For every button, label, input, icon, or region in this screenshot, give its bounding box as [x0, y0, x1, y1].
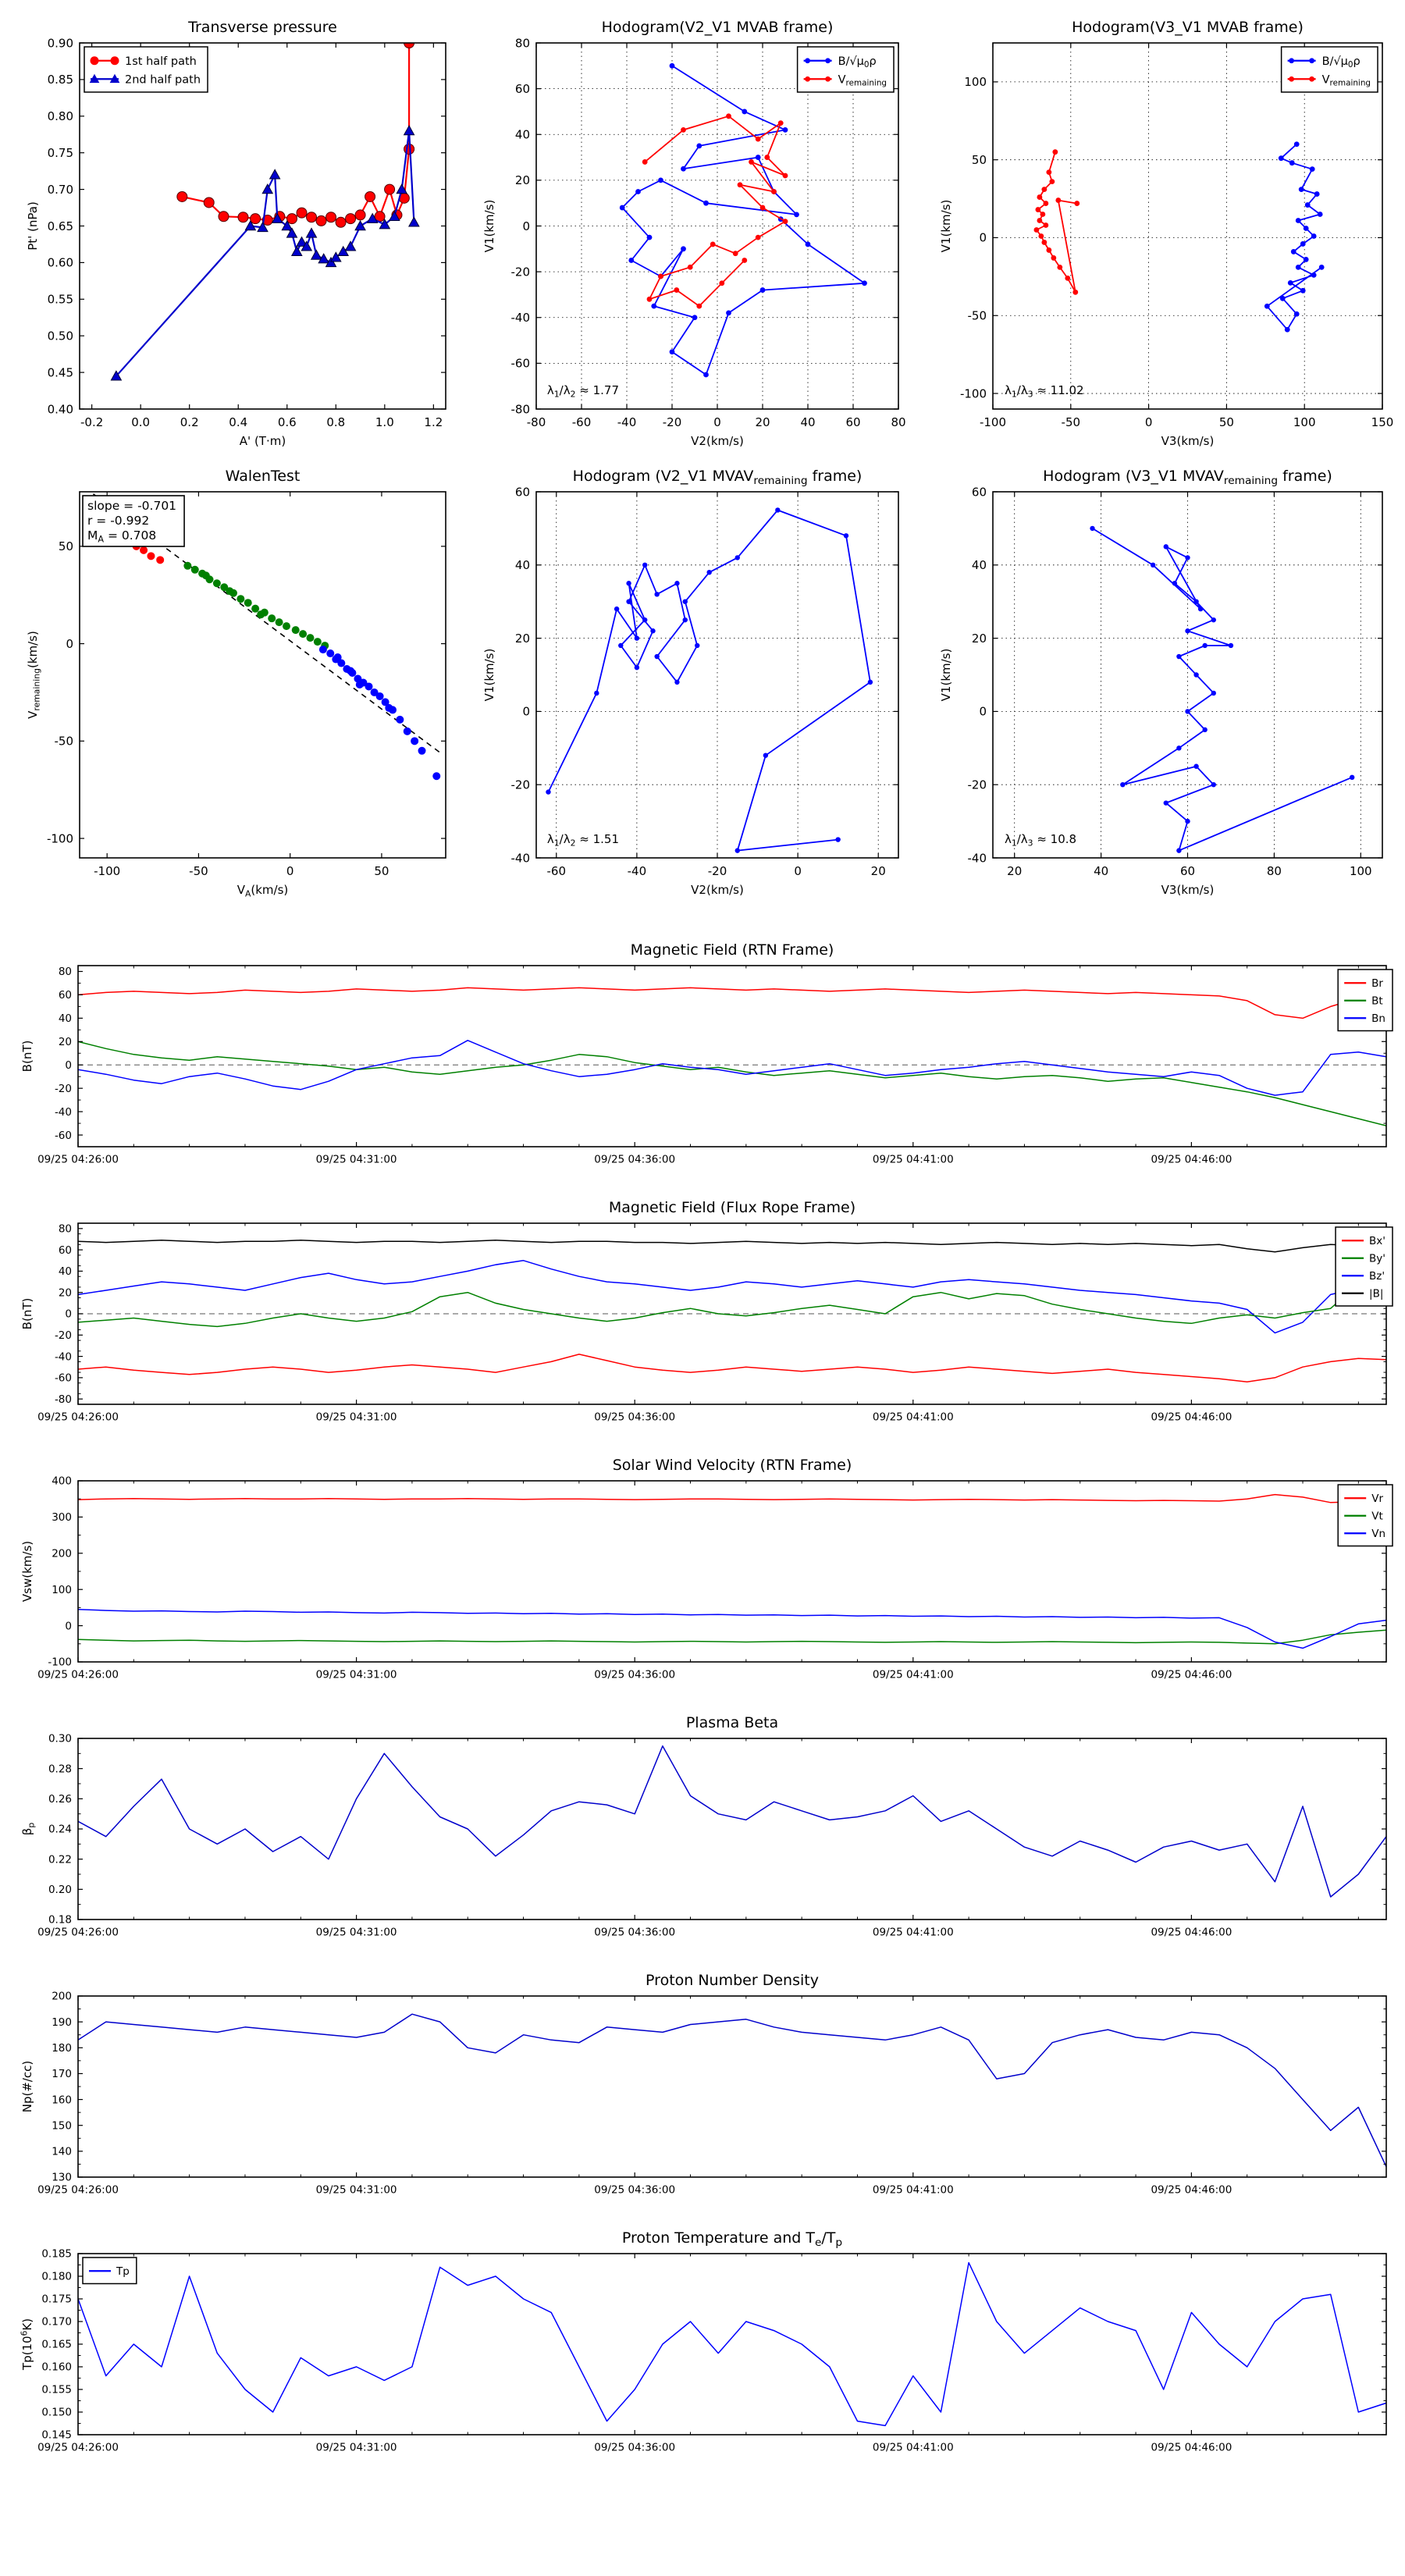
- svg-text:-60: -60: [54, 1129, 72, 1142]
- svg-text:-20: -20: [707, 864, 727, 878]
- svg-text:A' (T·m): A' (T·m): [239, 434, 286, 448]
- svg-text:Hodogram (V3_V1 MVAVremaining: Hodogram (V3_V1 $MVAV_{remaining}$ frame): [1043, 468, 1332, 488]
- magnetic-field-rtn-plot: [16, 933, 1397, 1190]
- chart-hodogram-v3v1-mvab: [937, 12, 1393, 453]
- svg-text:V1(km/s): V1(km/s): [482, 648, 496, 702]
- svg-text:-80: -80: [510, 402, 530, 417]
- svg-text:40: 40: [514, 127, 530, 142]
- svg-text:WalenTest: WalenTest: [225, 468, 301, 485]
- svg-text:-60: -60: [546, 864, 567, 878]
- svg-text:0.45: 0.45: [47, 365, 73, 380]
- svg-text:-100: -100: [48, 1656, 72, 1669]
- svg-text:0.24: 0.24: [48, 1823, 72, 1836]
- svg-text:-60: -60: [571, 415, 592, 429]
- svg-text:20: 20: [514, 173, 530, 188]
- svg-text:0.50: 0.50: [47, 329, 73, 343]
- svg-text:09/25 04:36:00: 09/25 04:36:00: [594, 1153, 676, 1166]
- svg-text:150: 150: [52, 2119, 72, 2133]
- svg-text:0: 0: [713, 415, 721, 429]
- svg-text:150: 150: [1371, 415, 1393, 429]
- svg-text:Bt: Bt: [1371, 994, 1383, 1008]
- chart-transverse-pressure: [23, 12, 457, 453]
- svg-text:Pt' (nPa): Pt' (nPa): [26, 201, 40, 251]
- svg-text:20: 20: [1007, 864, 1023, 878]
- svg-text:60: 60: [1179, 864, 1196, 878]
- svg-text:40: 40: [800, 415, 816, 429]
- svg-text:Vt: Vt: [1371, 1510, 1383, 1523]
- svg-text:0.6: 0.6: [277, 415, 297, 429]
- svg-text:Tp(106K): $Tp(10^6K)$: [19, 2318, 34, 2371]
- svg-text:0.175: 0.175: [41, 2293, 72, 2306]
- svg-text:-40: -40: [54, 1105, 72, 1119]
- svg-text:09/25 04:26:00: 09/25 04:26:00: [37, 1926, 119, 1939]
- svg-text:0: 0: [522, 704, 530, 719]
- svg-text:-20: -20: [967, 777, 987, 792]
- svg-text:100: 100: [52, 1583, 72, 1596]
- svg-text:V3(km/s): V3(km/s): [1161, 883, 1215, 897]
- svg-text:09/25 04:31:00: 09/25 04:31:00: [315, 1926, 397, 1939]
- eigenvalue-ratio-annotation: $\lambda_1/\lambda_2 \approx 1.51$: [546, 832, 620, 849]
- svg-text:0: 0: [522, 219, 530, 233]
- svg-text:-20: -20: [662, 415, 682, 429]
- svg-text:Vsw(km/s): Vsw(km/s): [20, 1540, 34, 1603]
- svg-text:0.4: 0.4: [229, 415, 248, 429]
- eigenvalue-ratio-annotation: $\lambda_1/\lambda_3 \approx 10.8$: [1004, 832, 1077, 849]
- svg-text:0: 0: [65, 1059, 72, 1072]
- svg-text:40: 40: [1094, 864, 1109, 878]
- svg-text:-60: -60: [54, 1372, 72, 1385]
- svg-text:1st half path: 1st half path: [125, 55, 197, 68]
- svg-text:0.165: 0.165: [41, 2338, 72, 2351]
- svg-text:0.26: 0.26: [48, 1793, 72, 1806]
- hodogram-v3v1-mvab-plot: [937, 12, 1393, 453]
- hodogram-v3v1-mvav-plot: [937, 461, 1393, 902]
- svg-text:180: 180: [52, 2042, 72, 2055]
- svg-text:0.8: 0.8: [326, 415, 346, 429]
- svg-text:Br: Br: [1371, 977, 1383, 990]
- svg-text:50: 50: [971, 152, 987, 167]
- svg-text:0.70: 0.70: [47, 182, 73, 197]
- chart-hodogram-v3v1-mvav: [937, 461, 1393, 902]
- proton-number-density-plot: [16, 1963, 1397, 2221]
- svg-text:60: 60: [845, 415, 861, 429]
- svg-text:Bx': Bx': [1369, 1234, 1385, 1247]
- svg-text:09/25 04:41:00: 09/25 04:41:00: [872, 2441, 954, 2454]
- solar-wind-velocity-rtn-legend: [1338, 1485, 1393, 1546]
- svg-text:Transverse pressure: Transverse pressure: [188, 19, 337, 36]
- svg-text:-80: -80: [526, 415, 546, 429]
- svg-text:40: 40: [514, 558, 530, 573]
- svg-text:09/25 04:26:00: 09/25 04:26:00: [37, 1153, 119, 1166]
- svg-text:40: 40: [971, 558, 987, 573]
- chart-magnetic-field-flux-rope: [16, 1190, 1397, 1448]
- svg-text:09/25 04:41:00: 09/25 04:41:00: [872, 1926, 954, 1939]
- svg-text:Np(#/cc): Np(#/cc): [20, 2060, 34, 2113]
- svg-text:0.30: 0.30: [48, 1732, 72, 1745]
- svg-text:130: 130: [52, 2171, 72, 2184]
- proton-temperature-plot: [16, 2221, 1397, 2478]
- svg-text:20: 20: [755, 415, 770, 429]
- svg-text:80: 80: [58, 1222, 72, 1236]
- svg-text:-50: -50: [967, 308, 987, 323]
- hodogram-v2v1-mvab-legend: [798, 47, 894, 92]
- svg-text:0.145: 0.145: [41, 2428, 72, 2442]
- svg-text:0.90: 0.90: [47, 36, 73, 51]
- svg-text:V1(km/s): V1(km/s): [939, 648, 953, 702]
- transverse-pressure-plot: [23, 12, 457, 453]
- svg-text:0: 0: [979, 230, 987, 245]
- svg-text:60: 60: [58, 989, 72, 1002]
- svg-text:09/25 04:41:00: 09/25 04:41:00: [872, 1668, 954, 1681]
- svg-text:Solar Wind Velocity (RTN Frame: Solar Wind Velocity (RTN Frame): [612, 1457, 852, 1474]
- hodogram-v2v1-mvab-plot: [480, 12, 909, 453]
- svg-text:60: 60: [514, 81, 530, 96]
- svg-text:Tp: Tp: [116, 2265, 130, 2278]
- svg-text:Vn: Vn: [1371, 1527, 1385, 1540]
- svg-text:V1(km/s): V1(km/s): [939, 199, 953, 253]
- svg-text:09/25 04:46:00: 09/25 04:46:00: [1151, 1411, 1232, 1424]
- svg-text:1.0: 1.0: [375, 415, 394, 429]
- svg-text:Vr: Vr: [1371, 1492, 1383, 1505]
- svg-text:09/25 04:31:00: 09/25 04:31:00: [315, 1411, 397, 1424]
- svg-text:20: 20: [58, 1036, 72, 1049]
- hodogram-v2v1-mvav-plot: [480, 461, 909, 902]
- svg-text:-100: -100: [979, 415, 1007, 429]
- svg-text:Vremaining(km/s): $V_{remaining}(km/s)$: [26, 631, 42, 719]
- svg-text:0.55: 0.55: [47, 292, 73, 307]
- svg-text:0.155: 0.155: [41, 2383, 72, 2396]
- svg-text:V3(km/s): V3(km/s): [1161, 434, 1215, 448]
- svg-text:-40: -40: [54, 1350, 72, 1364]
- svg-text:50: 50: [58, 539, 73, 554]
- svg-text:-100: -100: [959, 386, 987, 401]
- svg-text:400: 400: [52, 1475, 72, 1488]
- walen-test-plot: [23, 461, 457, 902]
- svg-text:09/25 04:46:00: 09/25 04:46:00: [1151, 1668, 1232, 1681]
- svg-text:0.18: 0.18: [48, 1913, 72, 1927]
- svg-text:09/25 04:31:00: 09/25 04:31:00: [315, 2183, 397, 2197]
- svg-text:09/25 04:26:00: 09/25 04:26:00: [37, 2441, 119, 2454]
- svg-text:0.2: 0.2: [180, 415, 199, 429]
- svg-text:09/25 04:36:00: 09/25 04:36:00: [594, 2441, 676, 2454]
- chart-proton-number-density: [16, 1963, 1397, 2221]
- svg-text:0: 0: [66, 636, 73, 651]
- svg-text:0: 0: [65, 1620, 72, 1633]
- svg-text:20: 20: [870, 864, 886, 878]
- svg-text:300: 300: [52, 1511, 72, 1525]
- eigenvalue-ratio-annotation: $\lambda_1/\lambda_3 \approx 11.02$: [1004, 383, 1084, 400]
- svg-text:1.2: 1.2: [424, 415, 443, 429]
- proton-temperature-legend: [83, 2258, 137, 2284]
- chart-hodogram-v2v1-mvab: [480, 12, 909, 453]
- svg-text:09/25 04:36:00: 09/25 04:36:00: [594, 1668, 676, 1681]
- svg-text:09/25 04:41:00: 09/25 04:41:00: [872, 2183, 954, 2197]
- svg-text:80: 80: [58, 966, 72, 979]
- svg-text:60: 60: [514, 485, 530, 500]
- svg-text:60: 60: [971, 485, 987, 500]
- svg-text:Hodogram(V3_V1 MVAB frame): Hodogram(V3_V1 MVAB frame): [1072, 19, 1304, 36]
- svg-text:20: 20: [971, 631, 987, 646]
- svg-text:09/25 04:41:00: 09/25 04:41:00: [872, 1153, 954, 1166]
- svg-text:Bz': Bz': [1369, 1269, 1385, 1283]
- svg-text:0: 0: [794, 864, 802, 878]
- svg-text:-40: -40: [627, 864, 647, 878]
- chart-proton-temperature: [16, 2221, 1397, 2478]
- svg-text:V1(km/s): V1(km/s): [482, 199, 496, 253]
- svg-text:-20: -20: [510, 265, 530, 279]
- svg-text:0.75: 0.75: [47, 145, 73, 160]
- svg-text:-50: -50: [189, 864, 208, 878]
- svg-text:Magnetic Field (Flux Rope Fram: Magnetic Field (Flux Rope Frame): [608, 1199, 856, 1216]
- svg-text:0.40: 0.40: [47, 402, 73, 417]
- svg-text:0.160: 0.160: [41, 2361, 72, 2374]
- svg-text:09/25 04:31:00: 09/25 04:31:00: [315, 1153, 397, 1166]
- svg-text:0.180: 0.180: [41, 2270, 72, 2283]
- svg-text:VA(km/s): $V_A(km/s)$: [237, 883, 289, 899]
- chart-plasma-beta: [16, 1706, 1397, 1963]
- svg-text:0: 0: [65, 1308, 72, 1321]
- svg-text:-60: -60: [510, 356, 530, 371]
- svg-text:B(nT): B(nT): [20, 1297, 34, 1330]
- magnetic-field-flux-rope-legend: [1336, 1227, 1393, 1306]
- svg-text:50: 50: [1218, 415, 1234, 429]
- magnetic-field-rtn-legend: [1338, 970, 1393, 1031]
- svg-text:0.185: 0.185: [41, 2247, 72, 2261]
- svg-text:βp: $\beta_p$: [20, 1822, 37, 1836]
- svg-text:Bn: Bn: [1371, 1012, 1385, 1025]
- svg-text:Proton Temperature and Te/Tp: Proton Temperature and $T_e/T_p$: [621, 2229, 843, 2250]
- svg-text:0.22: 0.22: [48, 1853, 72, 1866]
- svg-text:20: 20: [514, 631, 530, 646]
- svg-text:80: 80: [891, 415, 906, 429]
- svg-text:slope = -0.701: slope = -0.701: [87, 499, 177, 513]
- svg-text:B(nT): B(nT): [20, 1040, 34, 1073]
- svg-text:MA = 0.708: $M_A = 0.708$: [87, 528, 157, 545]
- svg-text:09/25 04:26:00: 09/25 04:26:00: [37, 1411, 119, 1424]
- hodogram-v3v1-mvab-legend: [1282, 47, 1378, 92]
- svg-text:09/25 04:31:00: 09/25 04:31:00: [315, 1668, 397, 1681]
- svg-text:-20: -20: [54, 1329, 72, 1343]
- svg-text:0.20: 0.20: [48, 1884, 72, 1897]
- svg-text:-20: -20: [510, 777, 530, 792]
- svg-text:-100: -100: [94, 864, 121, 878]
- svg-text:0.60: 0.60: [47, 255, 73, 270]
- svg-text:V2(km/s): V2(km/s): [691, 883, 744, 897]
- svg-text:By': By': [1369, 1252, 1385, 1265]
- svg-text:09/25 04:36:00: 09/25 04:36:00: [594, 1411, 676, 1424]
- svg-text:B/√μ0ρ: $B/√\mu_0\rho$: [838, 55, 877, 70]
- svg-text:09/25 04:46:00: 09/25 04:46:00: [1151, 1153, 1232, 1166]
- svg-text:09/25 04:46:00: 09/25 04:46:00: [1151, 2441, 1232, 2454]
- svg-text:140: 140: [52, 2145, 72, 2158]
- svg-text:-40: -40: [617, 415, 637, 429]
- svg-text:|B|: |B|: [1369, 1287, 1384, 1300]
- svg-text:-50: -50: [54, 734, 73, 749]
- svg-text:0.85: 0.85: [47, 73, 73, 87]
- svg-text:Magnetic Field (RTN Frame): Magnetic Field (RTN Frame): [630, 941, 834, 959]
- svg-text:0.80: 0.80: [47, 109, 73, 124]
- svg-text:V2(km/s): V2(km/s): [691, 434, 744, 448]
- chart-walen-test: [23, 461, 457, 902]
- svg-text:40: 40: [58, 1265, 72, 1279]
- svg-text:40: 40: [58, 1012, 72, 1026]
- svg-text:100: 100: [1349, 864, 1372, 878]
- solar-wind-velocity-rtn-plot: [16, 1448, 1397, 1706]
- svg-text:200: 200: [52, 1990, 72, 2003]
- svg-text:0.150: 0.150: [41, 2406, 72, 2419]
- chart-hodogram-v2v1-mvav: [480, 461, 909, 902]
- svg-text:Hodogram(V2_V1 MVAB frame): Hodogram(V2_V1 MVAB frame): [601, 19, 834, 36]
- svg-text:B/√μ0ρ: $B/√\mu_0\rho$: [1321, 55, 1361, 70]
- svg-text:0: 0: [286, 864, 294, 878]
- svg-text:0: 0: [1144, 415, 1153, 429]
- svg-text:09/25 04:46:00: 09/25 04:46:00: [1151, 1926, 1232, 1939]
- svg-text:80: 80: [514, 36, 530, 51]
- svg-text:190: 190: [52, 2016, 72, 2029]
- svg-text:Proton Number Density: Proton Number Density: [646, 1972, 819, 1989]
- svg-text:100: 100: [1293, 415, 1316, 429]
- svg-text:20: 20: [58, 1286, 72, 1300]
- svg-text:r = -0.992: r = -0.992: [87, 514, 150, 528]
- svg-text:0: 0: [979, 704, 987, 719]
- svg-text:09/25 04:31:00: 09/25 04:31:00: [315, 2441, 397, 2454]
- fit-stats-annotation: [83, 496, 184, 546]
- chart-solar-wind-velocity-rtn: [16, 1448, 1397, 1706]
- svg-text:0.65: 0.65: [47, 219, 73, 233]
- svg-text:-40: -40: [967, 851, 987, 866]
- plasma-beta-plot: [16, 1706, 1397, 1963]
- svg-text:09/25 04:36:00: 09/25 04:36:00: [594, 1926, 676, 1939]
- svg-text:-50: -50: [1061, 415, 1081, 429]
- eigenvalue-ratio-annotation: $\lambda_1/\lambda_2 \approx 1.77$: [546, 383, 620, 400]
- svg-text:60: 60: [58, 1244, 72, 1257]
- magnetic-field-flux-rope-plot: [16, 1190, 1397, 1448]
- svg-text:0.0: 0.0: [131, 415, 151, 429]
- svg-text:160: 160: [52, 2094, 72, 2107]
- svg-text:09/25 04:46:00: 09/25 04:46:00: [1151, 2183, 1232, 2197]
- svg-text:09/25 04:26:00: 09/25 04:26:00: [37, 2183, 119, 2197]
- svg-text:09/25 04:26:00: 09/25 04:26:00: [37, 1668, 119, 1681]
- svg-text:Vremaining: $V_{remaining}$: [838, 73, 887, 88]
- svg-text:-100: -100: [46, 831, 73, 846]
- svg-text:09/25 04:41:00: 09/25 04:41:00: [872, 1411, 954, 1424]
- svg-text:-20: -20: [54, 1082, 72, 1095]
- svg-text:170: 170: [52, 2068, 72, 2081]
- svg-text:50: 50: [374, 864, 389, 878]
- svg-text:-0.2: -0.2: [80, 415, 104, 429]
- svg-text:Plasma Beta: Plasma Beta: [685, 1714, 779, 1731]
- svg-text:80: 80: [1266, 864, 1282, 878]
- svg-text:2nd half path: 2nd half path: [125, 73, 201, 87]
- svg-text:Hodogram (V2_V1 MVAVremaining: Hodogram (V2_V1 $MVAV_{remaining}$ frame): [572, 468, 863, 488]
- svg-text:200: 200: [52, 1547, 72, 1560]
- svg-text:-40: -40: [510, 311, 530, 325]
- svg-text:-40: -40: [510, 851, 530, 866]
- svg-text:-80: -80: [54, 1393, 72, 1406]
- transverse-pressure-legend: [84, 47, 208, 92]
- chart-magnetic-field-rtn: [16, 933, 1397, 1190]
- svg-text:09/25 04:36:00: 09/25 04:36:00: [594, 2183, 676, 2197]
- svg-text:0.170: 0.170: [41, 2315, 72, 2329]
- svg-text:100: 100: [964, 75, 987, 90]
- svg-text:Vremaining: $V_{remaining}$: [1321, 73, 1371, 88]
- svg-text:0.28: 0.28: [48, 1763, 72, 1776]
